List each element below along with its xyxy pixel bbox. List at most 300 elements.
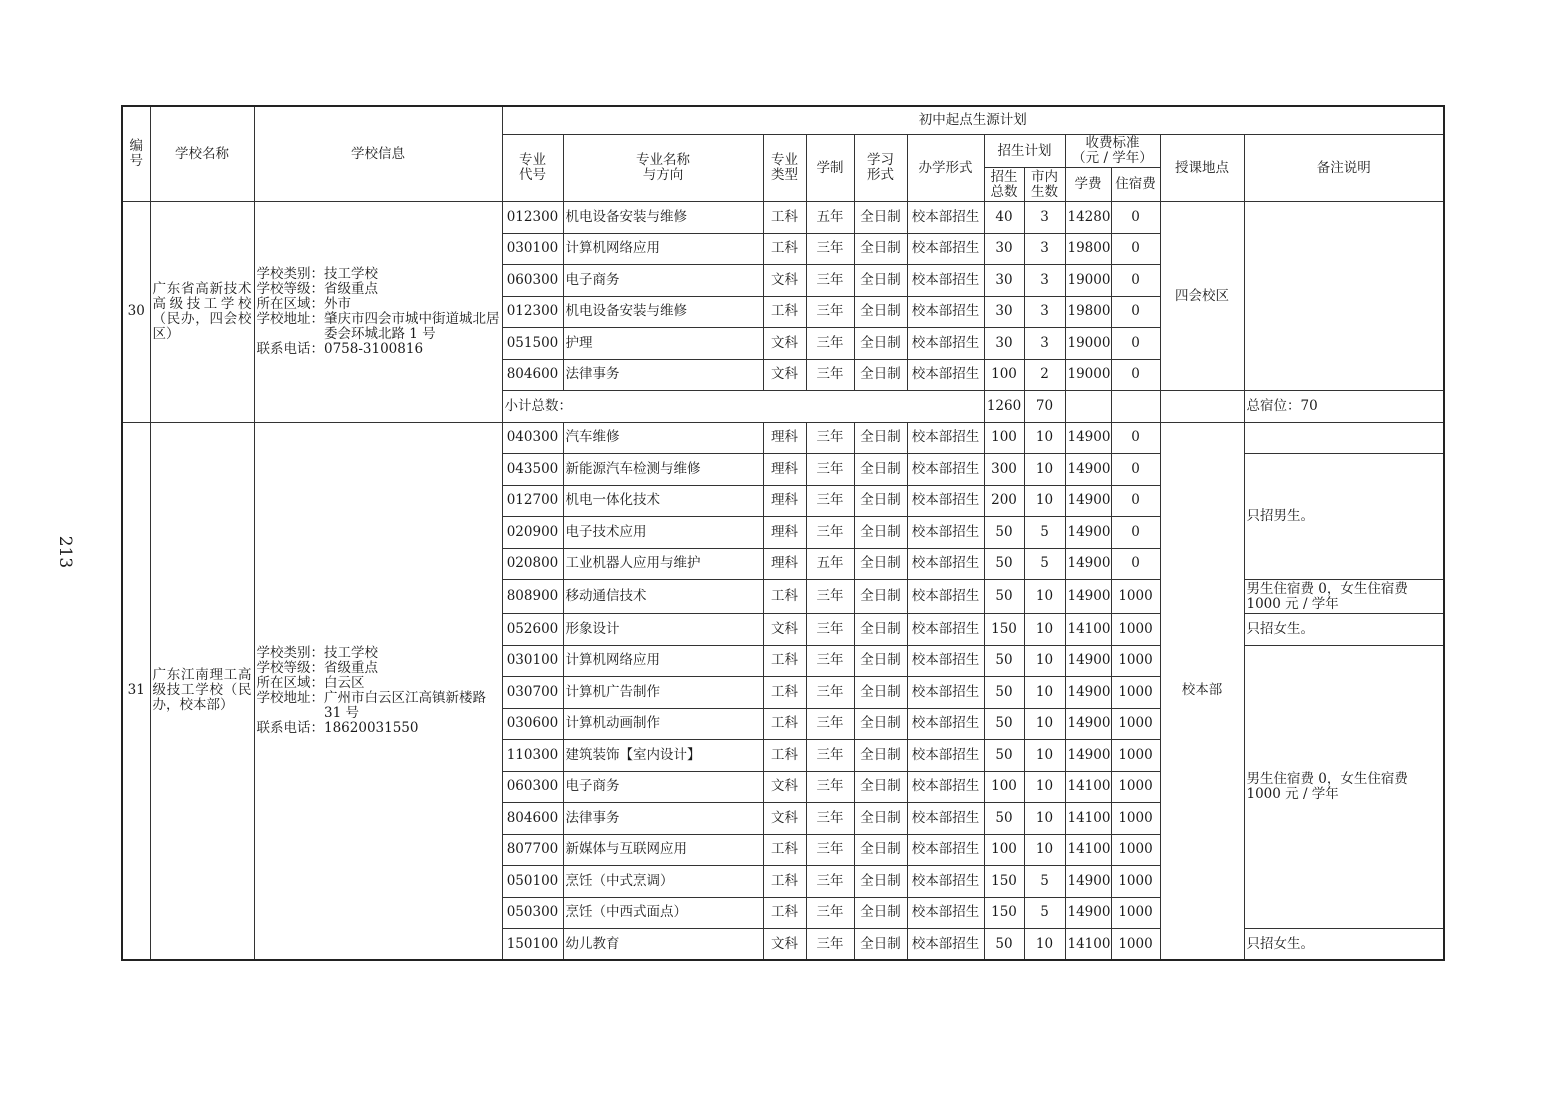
major-type: 工科 (763, 233, 806, 265)
dorm-fee: 0 (1111, 296, 1160, 328)
major-type: 工科 (763, 708, 806, 740)
school-info-line (257, 282, 500, 297)
major-type: 工科 (763, 897, 806, 929)
tuition: 14900 (1065, 517, 1111, 549)
school-info-key: 联系电话： (256, 719, 324, 736)
tuition: 14900 (1065, 897, 1111, 929)
major-code: 030700 (502, 677, 563, 709)
school-mode: 校本部招生 (907, 422, 984, 454)
school-mode: 校本部招生 (907, 202, 984, 234)
major-name: 工业机器人应用与维护 (563, 548, 763, 580)
school-mode: 校本部招生 (907, 454, 984, 486)
tuition: 14100 (1065, 929, 1111, 961)
school-mode: 校本部招生 (907, 265, 984, 297)
study-form: 全日制 (854, 548, 907, 580)
school-info-value: 技工学校 (324, 644, 378, 661)
duration: 三年 (806, 454, 854, 486)
tuition: 14100 (1065, 771, 1111, 803)
tuition: 14900 (1065, 548, 1111, 580)
major-code: 030100 (502, 233, 563, 265)
school-info-key: 学校等级： (256, 659, 324, 676)
enroll-city: 10 (1024, 645, 1065, 677)
school-info-value: 省级重点 (324, 659, 378, 676)
study-form: 全日制 (854, 645, 907, 677)
major-type: 文科 (763, 803, 806, 835)
enroll-city: 10 (1024, 454, 1065, 486)
school-mode: 校本部招生 (907, 580, 984, 614)
school-info-value: 广州市白云区江高镇新楼路 31 号 (324, 689, 486, 721)
dorm-fee: 1000 (1111, 708, 1160, 740)
major-code: 020800 (502, 548, 563, 580)
duration: 五年 (806, 202, 854, 234)
school-mode: 校本部招生 (907, 548, 984, 580)
major-type: 工科 (763, 645, 806, 677)
major-type: 文科 (763, 265, 806, 297)
major-code: 804600 (502, 359, 563, 391)
enroll-city: 10 (1024, 422, 1065, 454)
duration: 三年 (806, 677, 854, 709)
school-info-key: 联系电话： (256, 340, 324, 357)
table-row (122, 422, 1444, 454)
enroll-city: 2 (1024, 359, 1065, 391)
duration: 三年 (806, 580, 854, 614)
enroll-city: 5 (1024, 548, 1065, 580)
school-mode: 校本部招生 (907, 517, 984, 549)
major-name: 护理 (563, 328, 763, 360)
header-tuition: 学费 (1065, 168, 1111, 202)
enroll-total: 50 (984, 517, 1024, 549)
major-name: 机电设备安装与维修 (563, 296, 763, 328)
dorm-fee: 1000 (1111, 677, 1160, 709)
study-form: 全日制 (854, 328, 907, 360)
enroll-total: 30 (984, 296, 1024, 328)
duration: 三年 (806, 771, 854, 803)
major-type: 文科 (763, 929, 806, 961)
school-mode: 校本部招生 (907, 328, 984, 360)
duration: 三年 (806, 803, 854, 835)
enroll-city: 10 (1024, 677, 1065, 709)
study-form: 全日制 (854, 517, 907, 549)
school-mode: 校本部招生 (907, 485, 984, 517)
study-form: 全日制 (854, 359, 907, 391)
remark: 只招女生。 (1244, 614, 1444, 646)
duration: 三年 (806, 834, 854, 866)
enroll-total: 30 (984, 328, 1024, 360)
header-remark: 备注说明 (1244, 135, 1444, 202)
study-form: 全日制 (854, 803, 907, 835)
school-info-key: 所在区域： (256, 674, 324, 691)
dorm-fee: 1000 (1111, 803, 1160, 835)
school-info-line (257, 646, 500, 661)
tuition: 14900 (1065, 708, 1111, 740)
school-mode: 校本部招生 (907, 677, 984, 709)
header-school-mode: 办学形式 (907, 135, 984, 202)
tuition: 19800 (1065, 296, 1111, 328)
major-name: 机电一体化技术 (563, 485, 763, 517)
major-code: 040300 (502, 422, 563, 454)
school-no: 31 (122, 422, 150, 960)
duration: 三年 (806, 328, 854, 360)
header-major-type: 专业 类型 (763, 135, 806, 202)
enroll-total: 100 (984, 834, 1024, 866)
school-info-key: 学校地址： (256, 689, 324, 706)
school-info-line (257, 297, 500, 312)
major-type: 文科 (763, 771, 806, 803)
school-mode: 校本部招生 (907, 771, 984, 803)
major-type: 理科 (763, 548, 806, 580)
major-type: 工科 (763, 296, 806, 328)
remark: 男生住宿费 0，女生住宿费 1000 元 / 学年 (1244, 580, 1444, 614)
school-info-line (257, 312, 500, 342)
major-type: 工科 (763, 834, 806, 866)
dorm-fee: 1000 (1111, 580, 1160, 614)
major-code: 807700 (502, 834, 563, 866)
enroll-city: 3 (1024, 265, 1065, 297)
duration: 三年 (806, 929, 854, 961)
subtotal-location (1160, 391, 1244, 423)
tuition: 14900 (1065, 677, 1111, 709)
duration: 三年 (806, 359, 854, 391)
duration: 三年 (806, 866, 854, 898)
tuition: 14900 (1065, 580, 1111, 614)
subtotal-label: 小计总数： (502, 391, 984, 423)
major-type: 工科 (763, 202, 806, 234)
dorm-fee: 0 (1111, 328, 1160, 360)
header-study-form: 学习 形式 (854, 135, 907, 202)
school-info-line (257, 691, 500, 721)
enroll-city: 5 (1024, 517, 1065, 549)
duration: 三年 (806, 645, 854, 677)
study-form: 全日制 (854, 202, 907, 234)
header-fee-standard: 收费标准 （元 / 学年） (1065, 135, 1160, 168)
enroll-city: 10 (1024, 485, 1065, 517)
study-form: 全日制 (854, 866, 907, 898)
school-info-value: 18620031550 (324, 719, 419, 736)
enroll-city: 10 (1024, 771, 1065, 803)
duration: 三年 (806, 517, 854, 549)
enroll-total: 100 (984, 771, 1024, 803)
header-duration: 学制 (806, 135, 854, 202)
major-name: 电子商务 (563, 771, 763, 803)
tuition: 14100 (1065, 614, 1111, 646)
tuition: 19000 (1065, 359, 1111, 391)
dorm-fee: 1000 (1111, 897, 1160, 929)
major-type: 文科 (763, 359, 806, 391)
enroll-total: 30 (984, 233, 1024, 265)
dorm-fee: 1000 (1111, 929, 1160, 961)
school-name: 广东省高新技术高级技工学校（民办，四会校区） (150, 202, 254, 423)
tuition: 14900 (1065, 645, 1111, 677)
major-type: 理科 (763, 422, 806, 454)
school-info-value: 白云区 (324, 674, 365, 691)
duration: 三年 (806, 485, 854, 517)
enroll-city: 5 (1024, 866, 1065, 898)
header-dorm-fee: 住宿费 (1111, 168, 1160, 202)
duration: 三年 (806, 708, 854, 740)
dorm-fee: 0 (1111, 359, 1160, 391)
enroll-total: 50 (984, 803, 1024, 835)
school-info-line (257, 267, 500, 282)
major-code: 150100 (502, 929, 563, 961)
subtotal-remark: 总宿位：70 (1244, 391, 1444, 423)
subtotal-tuition (1065, 391, 1111, 423)
major-code: 020900 (502, 517, 563, 549)
dorm-fee: 0 (1111, 548, 1160, 580)
major-code: 060300 (502, 265, 563, 297)
school-info (254, 422, 502, 960)
school-info-key: 学校类别： (256, 644, 324, 661)
school-info-line (257, 676, 500, 691)
enroll-total: 150 (984, 614, 1024, 646)
enroll-city: 10 (1024, 929, 1065, 961)
page-number: 213 (55, 535, 75, 569)
duration: 三年 (806, 233, 854, 265)
dorm-fee: 0 (1111, 517, 1160, 549)
major-code: 050300 (502, 897, 563, 929)
header-enroll-city: 市内 生数 (1024, 168, 1065, 202)
enroll-total: 50 (984, 580, 1024, 614)
school-mode: 校本部招生 (907, 740, 984, 772)
remark: 只招男生。 (1244, 454, 1444, 580)
school-mode: 校本部招生 (907, 866, 984, 898)
major-code: 043500 (502, 454, 563, 486)
study-form: 全日制 (854, 580, 907, 614)
enroll-total: 40 (984, 202, 1024, 234)
study-form: 全日制 (854, 454, 907, 486)
study-form: 全日制 (854, 897, 907, 929)
major-name: 烹饪（中式烹调） (563, 866, 763, 898)
dorm-fee: 1000 (1111, 645, 1160, 677)
major-name: 计算机广告制作 (563, 677, 763, 709)
major-type: 工科 (763, 580, 806, 614)
remark (1244, 202, 1444, 391)
enroll-total: 30 (984, 265, 1024, 297)
school-info-key: 学校地址： (256, 310, 324, 327)
dorm-fee: 1000 (1111, 740, 1160, 772)
major-type: 工科 (763, 740, 806, 772)
major-name: 新能源汽车检测与维修 (563, 454, 763, 486)
subtotal-enroll-total: 1260 (984, 391, 1024, 423)
enroll-total: 100 (984, 422, 1024, 454)
dorm-fee: 0 (1111, 422, 1160, 454)
enroll-total: 50 (984, 548, 1024, 580)
header-major-code: 专业 代号 (502, 135, 563, 202)
enroll-total: 200 (984, 485, 1024, 517)
school-mode: 校本部招生 (907, 929, 984, 961)
major-code: 030100 (502, 645, 563, 677)
major-code: 051500 (502, 328, 563, 360)
dorm-fee: 1000 (1111, 866, 1160, 898)
school-info-value: 外市 (324, 295, 351, 312)
tuition: 14900 (1065, 485, 1111, 517)
major-code: 030600 (502, 708, 563, 740)
duration: 三年 (806, 265, 854, 297)
major-type: 工科 (763, 677, 806, 709)
enroll-city: 5 (1024, 897, 1065, 929)
tuition: 19000 (1065, 328, 1111, 360)
enroll-total: 50 (984, 740, 1024, 772)
school-mode: 校本部招生 (907, 897, 984, 929)
major-code: 060300 (502, 771, 563, 803)
header-plan-title: 初中起点生源计划 (502, 106, 1444, 135)
school-mode: 校本部招生 (907, 233, 984, 265)
major-code: 012700 (502, 485, 563, 517)
header-major-name: 专业名称 与方向 (563, 135, 763, 202)
school-info-key: 学校类别： (256, 265, 324, 282)
subtotal-dorm-fee (1111, 391, 1160, 423)
dorm-fee: 0 (1111, 233, 1160, 265)
major-code: 110300 (502, 740, 563, 772)
dorm-fee: 1000 (1111, 834, 1160, 866)
dorm-fee: 1000 (1111, 771, 1160, 803)
dorm-fee: 0 (1111, 454, 1160, 486)
major-code: 808900 (502, 580, 563, 614)
school-no: 30 (122, 202, 150, 423)
enroll-total: 150 (984, 866, 1024, 898)
study-form: 全日制 (854, 929, 907, 961)
subtotal-enroll-city: 70 (1024, 391, 1065, 423)
enroll-total: 150 (984, 897, 1024, 929)
study-form: 全日制 (854, 265, 907, 297)
dorm-fee: 0 (1111, 485, 1160, 517)
dorm-fee: 0 (1111, 202, 1160, 234)
duration: 三年 (806, 296, 854, 328)
duration: 三年 (806, 897, 854, 929)
enroll-city: 10 (1024, 580, 1065, 614)
major-name: 烹饪（中西式面点） (563, 897, 763, 929)
enroll-total: 300 (984, 454, 1024, 486)
header-school-info: 学校信息 (254, 106, 502, 202)
tuition: 14100 (1065, 834, 1111, 866)
major-type: 文科 (763, 614, 806, 646)
major-type: 理科 (763, 485, 806, 517)
major-name: 计算机动画制作 (563, 708, 763, 740)
study-form: 全日制 (854, 708, 907, 740)
school-name: 广东江南理工高级技工学校（民办，校本部） (150, 422, 254, 960)
major-name: 形象设计 (563, 614, 763, 646)
school-info-key: 学校等级： (256, 280, 324, 297)
study-form: 全日制 (854, 485, 907, 517)
school-mode: 校本部招生 (907, 359, 984, 391)
tuition: 14280 (1065, 202, 1111, 234)
major-name: 法律事务 (563, 359, 763, 391)
study-form: 全日制 (854, 296, 907, 328)
header-enroll-total: 招生 总数 (984, 168, 1024, 202)
enroll-city: 3 (1024, 296, 1065, 328)
tuition: 19800 (1065, 233, 1111, 265)
dorm-fee: 0 (1111, 265, 1160, 297)
major-name: 法律事务 (563, 803, 763, 835)
enroll-city: 10 (1024, 614, 1065, 646)
duration: 三年 (806, 614, 854, 646)
major-name: 电子技术应用 (563, 517, 763, 549)
enroll-city: 10 (1024, 708, 1065, 740)
tuition: 14100 (1065, 803, 1111, 835)
school-info-value: 肇庆市四会市城中街道城北居委会环城北路 1 号 (324, 310, 500, 342)
major-type: 理科 (763, 517, 806, 549)
enroll-total: 100 (984, 359, 1024, 391)
enroll-city: 10 (1024, 740, 1065, 772)
major-name: 计算机网络应用 (563, 233, 763, 265)
header-location: 授课地点 (1160, 135, 1244, 202)
major-name: 新媒体与互联网应用 (563, 834, 763, 866)
tuition: 14900 (1065, 740, 1111, 772)
major-name: 机电设备安装与维修 (563, 202, 763, 234)
remark (1244, 422, 1444, 454)
duration: 五年 (806, 548, 854, 580)
school-mode: 校本部招生 (907, 708, 984, 740)
school-mode: 校本部招生 (907, 834, 984, 866)
major-name: 建筑装饰【室内设计】 (563, 740, 763, 772)
tuition: 14900 (1065, 454, 1111, 486)
major-type: 工科 (763, 866, 806, 898)
study-form: 全日制 (854, 422, 907, 454)
study-form: 全日制 (854, 677, 907, 709)
study-form: 全日制 (854, 233, 907, 265)
enroll-city: 3 (1024, 328, 1065, 360)
major-code: 804600 (502, 803, 563, 835)
duration: 三年 (806, 740, 854, 772)
dorm-fee: 1000 (1111, 614, 1160, 646)
school-mode: 校本部招生 (907, 645, 984, 677)
enroll-total: 50 (984, 645, 1024, 677)
school-info-value: 0758-3100816 (324, 340, 424, 357)
school-info-line (257, 342, 500, 357)
remark: 只招女生。 (1244, 929, 1444, 961)
enroll-total: 50 (984, 708, 1024, 740)
study-form: 全日制 (854, 771, 907, 803)
major-name: 计算机网络应用 (563, 645, 763, 677)
major-name: 电子商务 (563, 265, 763, 297)
enroll-city: 3 (1024, 202, 1065, 234)
school-info-value: 省级重点 (324, 280, 378, 297)
school-info-line (257, 661, 500, 676)
major-name: 移动通信技术 (563, 580, 763, 614)
major-type: 文科 (763, 328, 806, 360)
tuition: 14900 (1065, 866, 1111, 898)
enroll-total: 50 (984, 677, 1024, 709)
table-row (122, 202, 1444, 234)
school-mode: 校本部招生 (907, 803, 984, 835)
major-code: 050100 (502, 866, 563, 898)
major-code: 012300 (502, 296, 563, 328)
school-info-value: 技工学校 (324, 265, 378, 282)
enroll-city: 3 (1024, 233, 1065, 265)
enrollment-table (121, 105, 1445, 961)
school-mode: 校本部招生 (907, 296, 984, 328)
enroll-total: 50 (984, 929, 1024, 961)
header-school-name: 学校名称 (150, 106, 254, 202)
major-name: 幼儿教育 (563, 929, 763, 961)
school-info (254, 202, 502, 423)
major-code: 012300 (502, 202, 563, 234)
location: 校本部 (1160, 422, 1244, 960)
major-name: 汽车维修 (563, 422, 763, 454)
tuition: 19000 (1065, 265, 1111, 297)
study-form: 全日制 (854, 614, 907, 646)
enroll-city: 10 (1024, 803, 1065, 835)
tuition: 14900 (1065, 422, 1111, 454)
study-form: 全日制 (854, 740, 907, 772)
school-mode: 校本部招生 (907, 614, 984, 646)
major-code: 052600 (502, 614, 563, 646)
location: 四会校区 (1160, 202, 1244, 391)
header-no: 编 号 (122, 106, 150, 202)
duration: 三年 (806, 422, 854, 454)
study-form: 全日制 (854, 834, 907, 866)
header-enroll-plan: 招生计划 (984, 135, 1065, 168)
school-info-key: 所在区域： (256, 295, 324, 312)
